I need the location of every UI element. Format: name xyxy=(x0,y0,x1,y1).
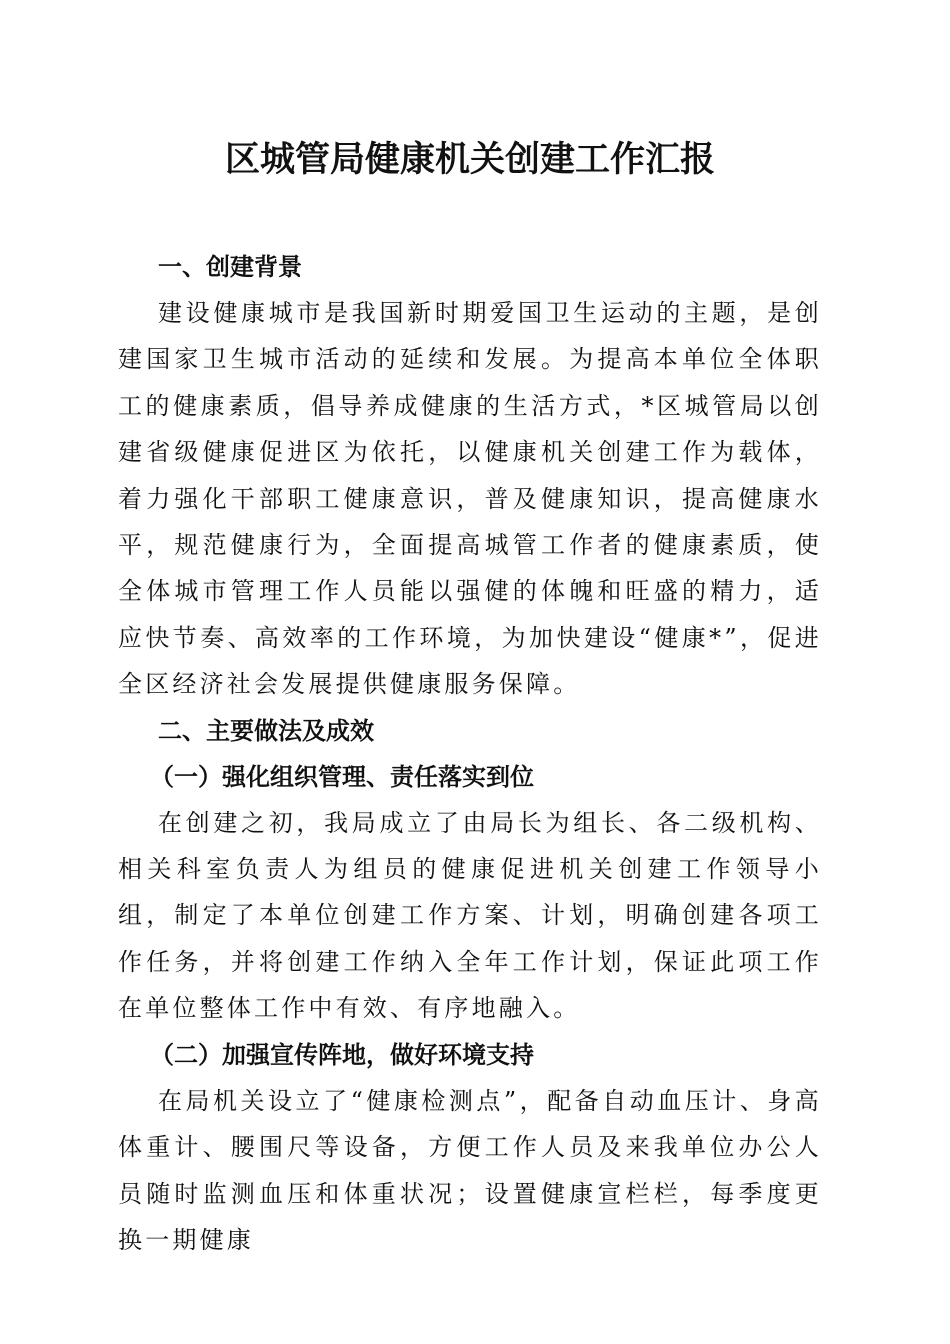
document-page xyxy=(118,130,822,1263)
document-title: 区城管局健康机关创建工作汇报 xyxy=(224,139,715,180)
paragraph-background: 建设健康城市是我国新时期爱国卫生运动的主题，是创建国家卫生城市活动的延续和发展。为提高本单位全体职工的健康素质，倡导养成健康的生活方式，*区城管局以创建省级健康促进区为依托，以健康机关创建工作为载体，着力强化干部职工健康意识，普及健康知识，提高健康水平，规范健康行为，全面提高城管工作者的健康素质，使全体城市管理工作人员能以强健的体魄和旺盛的精力，适应快节奏、高效率的工作环境，为加快建设“健康*”，促进全区经济社会发展提供健康服务保障。 xyxy=(118,299,822,699)
paragraph-publicity: 在局机关设立了“健康检测点”，配备自动血压计、身高体重计、腰围尺等设备，方便工作人员及来我单位办公人员随时监测血压和体重状况；设置健康宣栏栏，每季度更换一期健康 xyxy=(118,1086,822,1254)
paragraph-organization: 在创建之初，我局成立了由局长为组长、各二级机构、相关科室负责人为组员的健康促进机关创建工作领导小组，制定了本单位创建工作方案、计划，明确创建各项工作任务，并将创建工作纳入全年工作计划，保证此项工作在单位整体工作中有效、有序地融入。 xyxy=(118,808,822,1023)
section-heading-background: 一、创建背景 xyxy=(158,253,302,281)
subheading-publicity: （二）加强宣传阵地，做好环境支持 xyxy=(150,1039,534,1069)
subheading-organization: （一）强化组织管理、责任落实到位 xyxy=(150,761,534,791)
section-heading-measures: 二、主要做法及成效 xyxy=(158,716,374,745)
